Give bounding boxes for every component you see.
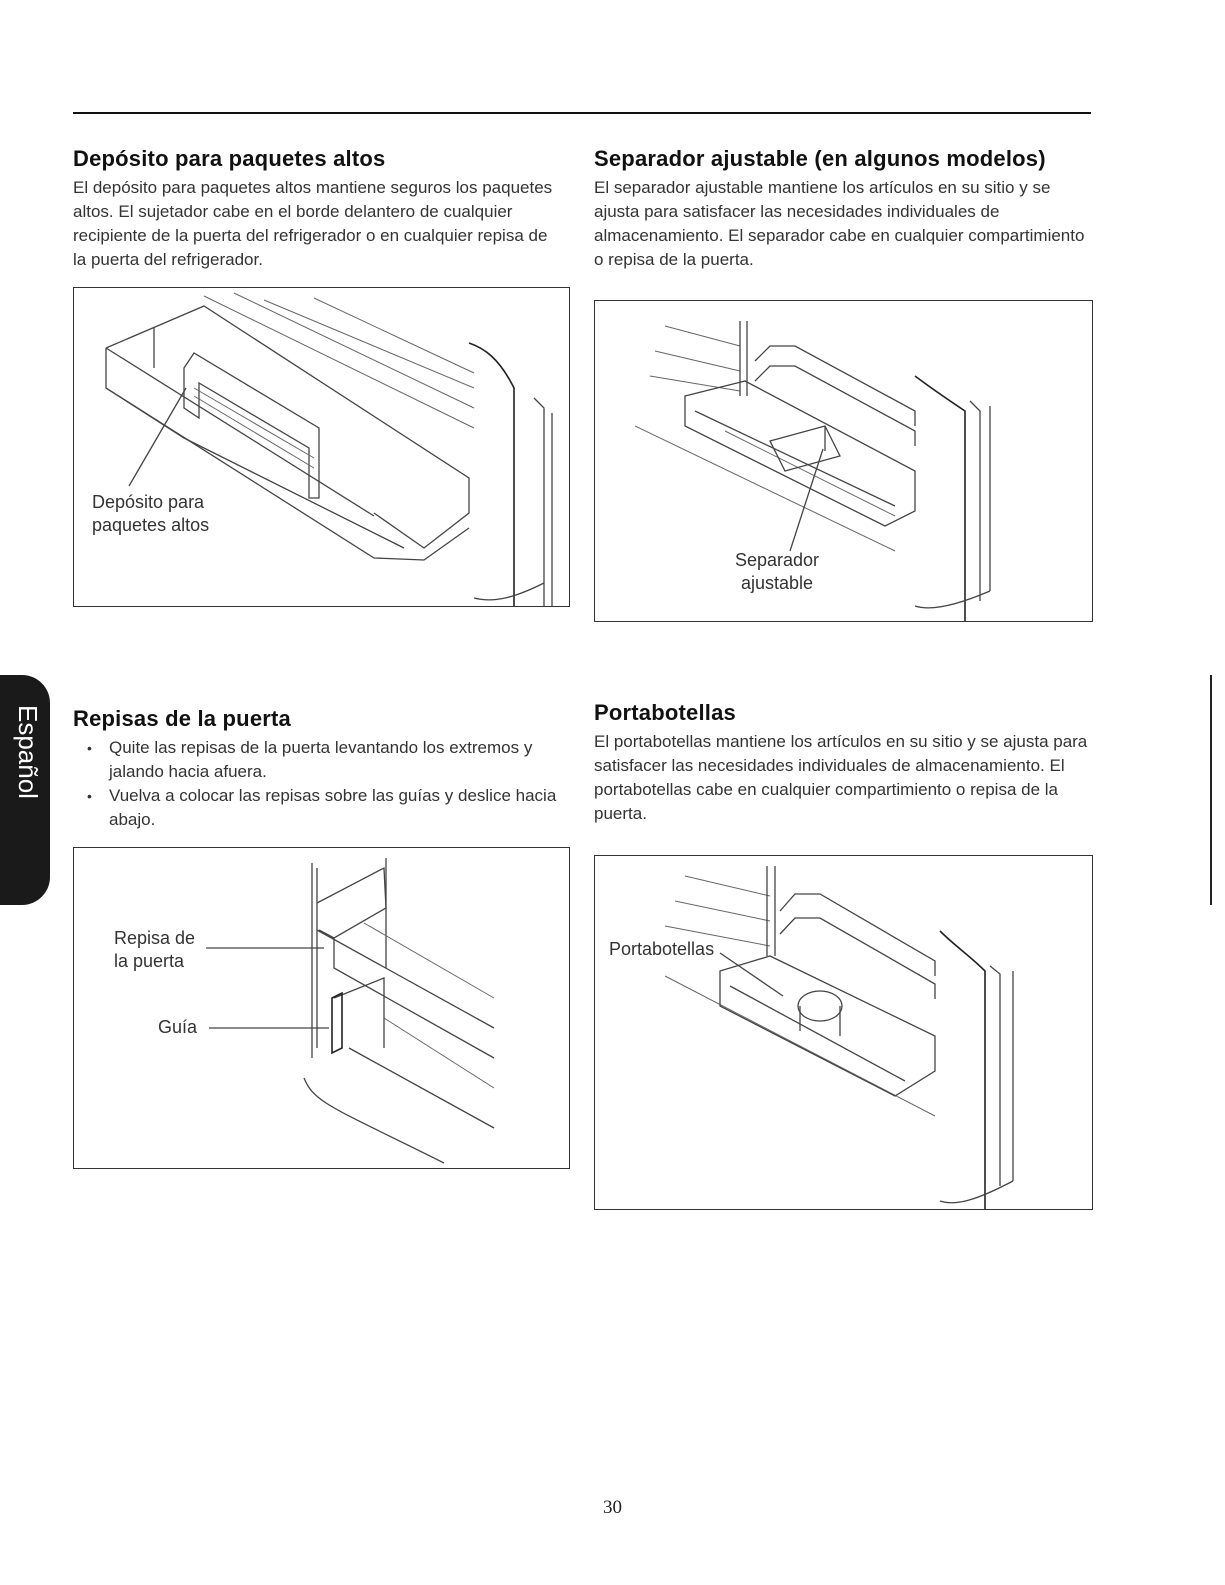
header-rule (73, 112, 1091, 114)
figure-separador (594, 300, 1093, 622)
figure-repisas (73, 847, 570, 1169)
section-repisas (73, 706, 563, 832)
figure-label-deposito (92, 491, 209, 537)
figure-label-repisa-line2: la puerta (114, 951, 185, 971)
section-title-deposito: Depósito para paquetes altos (73, 146, 386, 171)
edge-mark (1210, 675, 1212, 905)
section-title-separador: Separador ajustable (en algunos modelos) (594, 146, 1046, 171)
illustration-repisas (74, 848, 569, 1168)
page-number: 30 (603, 1497, 622, 1518)
figure-label-separador-line1: Separador (734, 550, 820, 570)
figure-label-separador-line2: ajustable (740, 573, 814, 593)
illustration-deposito (74, 288, 569, 606)
illustration-separador (595, 301, 1092, 621)
figure-deposito (73, 287, 570, 607)
figure-label-guia: Guía (158, 1017, 198, 1037)
figure-label-deposito-line1: Depósito para (92, 492, 205, 512)
section-portabotellas (594, 700, 1094, 826)
illustration-portabotellas (595, 856, 1092, 1209)
section-body-portabotellas: El portabotellas mantiene los artículos en su sitio y se ajusta para satisfacer las necesidades individuales de almacenamiento. El portabotellas cabe en cualquier compartimiento o repisa de la puerta. (594, 732, 1088, 823)
section-deposito (73, 146, 563, 272)
section-title-repisas: Repisas de la puerta (73, 706, 291, 731)
section-separador (594, 146, 1094, 272)
bullet-list-repisas (73, 736, 563, 832)
figure-label-repisa-line1: Repisa de (114, 928, 196, 948)
figure-portabotellas (594, 855, 1093, 1210)
bullet-item: • Vuelva a colocar las repisas sobre las guías y deslice hacia abajo. (73, 784, 563, 832)
section-body-deposito: El depósito para paquetes altos mantiene seguros los paquetes altos. El sujetador cabe en el borde delantero de cualquier recipiente de la puerta del refrigerador o en cualquier repisa de la puerta del refrigerador. (73, 178, 553, 269)
language-side-tab-label: Español (13, 705, 43, 799)
figure-label-separador (727, 549, 827, 595)
figure-label-portabotellas: Portabotellas (609, 939, 715, 959)
figure-label-deposito-line2: paquetes altos (92, 515, 210, 535)
figure-label-repisa (114, 927, 195, 973)
bullet-item: • Quite las repisas de la puerta levantando los extremos y jalando hacia afuera. (73, 736, 563, 784)
section-body-separador: El separador ajustable mantiene los artículos en su sitio y se ajusta para satisfacer las necesidades individuales de almacenamiento. El separador cabe en cualquier compartimiento o repisa de la puerta. (594, 178, 1085, 269)
section-title-portabotellas: Portabotellas (594, 700, 736, 725)
language-side-tab (0, 675, 50, 905)
